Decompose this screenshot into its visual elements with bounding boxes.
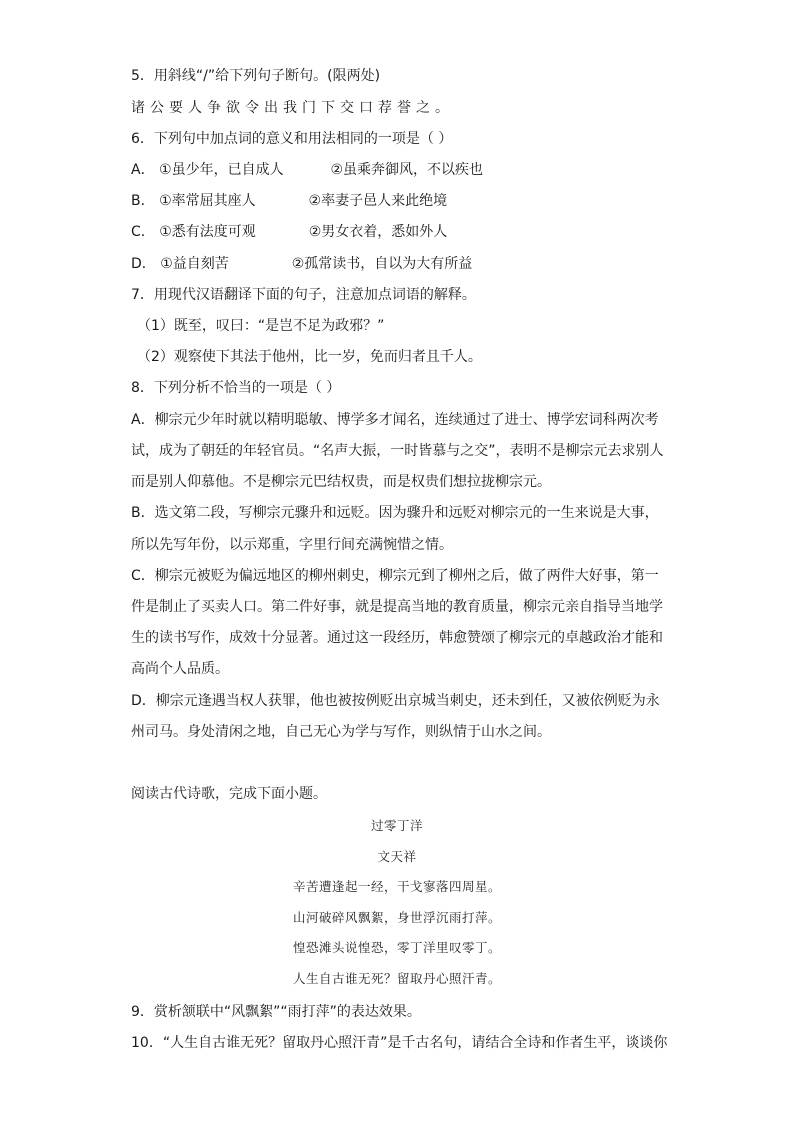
option-label: A．	[131, 162, 155, 178]
question-8-option-d-line: 州司马。身处清闲之地，自己无心为学与写作，则纵情于山水之间。	[131, 724, 551, 740]
question-6-option-b	[131, 191, 447, 211]
question-8-option-c-line: 生的读书写作，成效十分显著。通过这一段经历，韩愈赞颂了柳宗元的卓越政治才能和	[131, 630, 663, 646]
question-8-option-b-line: B．选文第二段，写柳宗元骤升和远贬。因为骤升和远贬对柳宗元的一生来说是大事，	[131, 505, 659, 521]
question-8-option-c-line: 件是制止了买卖人口。第二件好事，就是提高当地的教育质量，柳宗元亲自指导当地学	[131, 599, 663, 615]
option-first: ①悉有法度可观	[159, 224, 256, 240]
option-second: ②男女衣着，悉如外人	[308, 224, 448, 240]
question-6-option-d	[131, 254, 472, 274]
question-8-option-a-line: 而是别人仰慕他。不是柳宗元巴结权贵，而是权贵们想拉拢柳宗元。	[131, 474, 551, 490]
poem-line: 山河破碎风飘絮，身世浮沉雨打萍。	[292, 910, 501, 925]
option-first: ①虽少年，已自成人	[159, 162, 284, 178]
poem-section-intro: 阅读古代诗歌，完成下面小题。	[131, 786, 327, 802]
poem-line: 人生自古谁无死？留取丹心照汗青。	[292, 971, 501, 986]
question-6-title: 6．下列句中加点词的意义和用法相同的一项是（ ）	[131, 131, 453, 147]
question-8-title: 8．下列分析不恰当的一项是（ ）	[131, 380, 341, 396]
poem-line: 辛苦遭逢起一经，干戈寥落四周星。	[292, 879, 501, 894]
question-7-item-1: （1）既至，叹曰：“是岂不足为政邪？”	[137, 318, 385, 334]
question-8-option-a-line: 试，成为了朝廷的年轻官员。“名声大振，一时皆慕与之交”，表明不是柳宗元去求别人	[131, 443, 664, 459]
option-second: ②率妻子邑人来此绝境	[308, 193, 448, 209]
poem-line: 惶恐滩头说惶恐，零丁洋里叹零丁。	[292, 940, 501, 955]
question-6-option-c	[131, 222, 447, 242]
question-8-option-a-line: A．柳宗元少年时就以精明聪敏、博学多才闻名，连续通过了进士、博学宏词科两次考	[131, 412, 659, 428]
option-first: ①率常屈其座人	[159, 193, 256, 209]
question-8-option-c-line: C．柳宗元被贬为偏远地区的柳州刺史，柳宗元到了柳州之后，做了两件大好事，第一	[131, 568, 659, 584]
option-second: ②孤常读书，自以为大有所益	[291, 256, 473, 272]
option-first: ①益自刻苦	[160, 256, 229, 272]
poem-author: 文天祥	[377, 849, 417, 864]
poem-title: 过零丁洋	[370, 818, 423, 833]
question-7-item-2: （2）观察使下其法于他州，比一岁，免而归者且千人。	[137, 349, 482, 365]
question-8-option-c-line: 高尚个人品质。	[131, 661, 229, 677]
option-label: D．	[131, 256, 156, 272]
option-label: C．	[131, 224, 155, 240]
question-5-sentence: 诸公要人争欲令出我门下交口荐誉之。	[131, 100, 454, 116]
question-8-option-b-line: 所以先写年份，以示郑重，字里行间充满惋惜之情。	[131, 537, 453, 553]
question-9-title: 9．赏析颔联中“风飘絮”“雨打萍”的表达效果。	[131, 1004, 421, 1020]
question-5-title: 5．用斜线“/”给下列句子断句。(限两处)	[131, 68, 381, 84]
question-7-title: 7．用现代汉语翻译下面的句子，注意加点词语的解释。	[131, 287, 476, 303]
option-second: ②虽乘奔御风，不以疾也	[330, 162, 484, 178]
question-6-option-a	[131, 160, 483, 180]
option-label: B．	[131, 193, 155, 209]
question-8-option-d-line: D．柳宗元逢遇当权人获罪，他也被按例贬出京城当刺史，还未到任，又被依例贬为永	[131, 693, 660, 709]
question-10-title: 10．“人生自古谁无死？留取丹心照汗青”是千古名句，请结合全诗和作者生平，谈谈你	[131, 1035, 668, 1051]
